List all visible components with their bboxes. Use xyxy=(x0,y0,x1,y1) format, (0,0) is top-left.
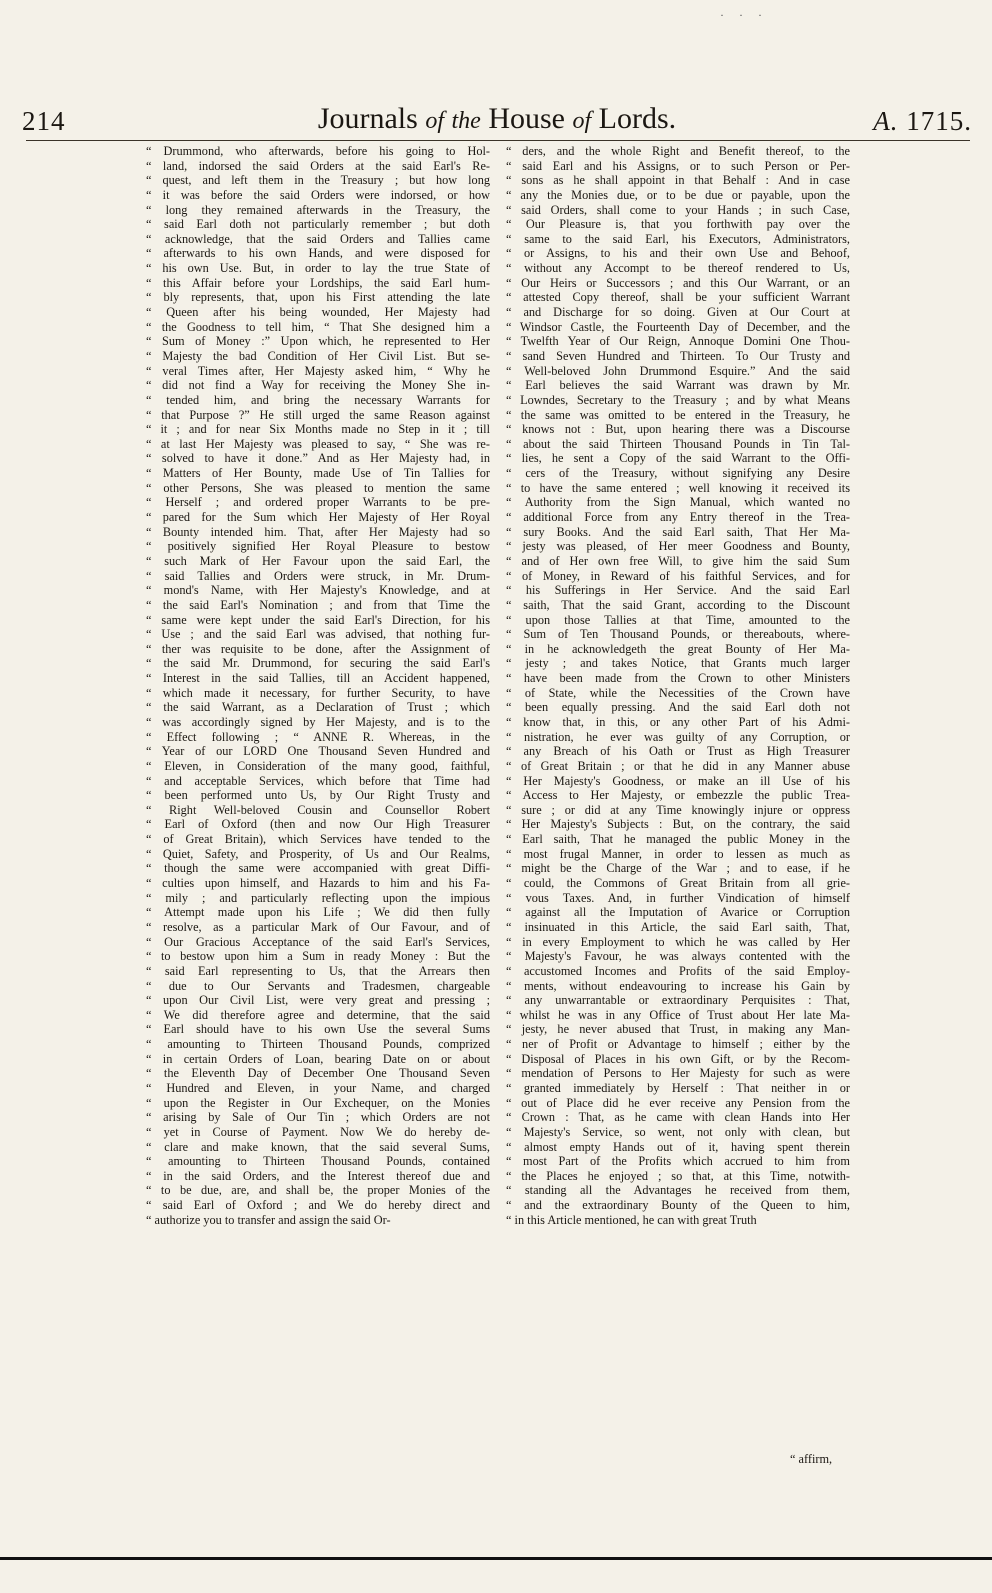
left-column-line: “ mond's Name, with Her Majesty's Knowledge, and at xyxy=(146,583,490,598)
left-column-line: “ said Earl representing to Us, that the Arrears then xyxy=(146,963,490,978)
left-column-line: “ clare and make known, that the said several Sums, xyxy=(146,1139,490,1154)
right-column-line: “ of Money, in Reward of his faithful Services, and for xyxy=(506,568,850,583)
left-column-line: “ such Mark of Her Favour upon the said Earl, the xyxy=(146,553,490,568)
left-column-line: “ yet in Course of Payment. Now We do hereby de- xyxy=(146,1124,490,1139)
right-column-line: “ said Orders, shall come to your Hands ; in such Case, xyxy=(506,202,850,217)
left-column-line: “ We did therefore agree and determine, that the said xyxy=(146,1007,490,1022)
left-column-line: “ the said Warrant, as a Declaration of Trust ; which xyxy=(146,700,490,715)
left-column-line: “ the Eleventh Day of December One Thousand Seven xyxy=(146,1066,490,1081)
margin-specks: · · · xyxy=(720,8,768,22)
left-column-line: “ Herself ; and ordered proper Warrants to be pre- xyxy=(146,495,490,510)
left-column-line: “ solved to have it done.” And as Her Majesty had, in xyxy=(146,451,490,466)
right-column-line: “ his Sufferings in Her Service. And the said Earl xyxy=(506,583,850,598)
right-column-line: “ Windsor Castle, the Fourteenth Day of December, and the xyxy=(506,319,850,334)
left-column-line: “ of Great Britain), which Services have tended to the xyxy=(146,832,490,847)
right-column-line: “ of Great Britain ; or that he did in any Manner abuse xyxy=(506,758,850,773)
right-column-line: “ additional Force from any Entry thereof in the Trea- xyxy=(506,510,850,525)
right-column-line: “ Lowndes, Secretary to the Treasury ; and by what Means xyxy=(506,392,850,407)
title-word-the: the xyxy=(451,108,481,134)
right-column-line: “ Well-beloved John Drummond Esquire.” And the said xyxy=(506,363,850,378)
left-column-line: “ due to Our Servants and Tradesmen, chargeable xyxy=(146,978,490,993)
right-column-line: “ jesty, he never abused that Trust, in making any Man- xyxy=(506,1022,850,1037)
right-text-column xyxy=(506,144,850,1227)
left-column-line: “ Attempt made upon his Life ; We did then fully xyxy=(146,905,490,920)
right-column-line: “ said Earl and his Assigns, or to such Person or Per- xyxy=(506,158,850,173)
left-column-line: “ same were kept under the said Earl's Direction, for his xyxy=(146,612,490,627)
right-column-line: “ Majesty's Service, so went, not only with clean, but xyxy=(506,1124,850,1139)
title-word-house: House xyxy=(488,102,565,135)
left-column-line: “ ther was requisite to be done, after the Assignment of xyxy=(146,641,490,656)
right-column-line: “ sure ; or did at any Time knowingly injure or oppress xyxy=(506,802,850,817)
right-column-line: “ the same was omitted to be entered in the Treasury, he xyxy=(506,407,850,422)
left-column-line: “ Majesty the bad Condition of Her Civil List. But se- xyxy=(146,348,490,363)
left-column-line: “ other Persons, She was pleased to mention the same xyxy=(146,480,490,495)
left-column-line: “ Bounty intended him. That, after Her Majesty had so xyxy=(146,524,490,539)
right-column-line: “ nistration, he ever was guilty of any Corruption, or xyxy=(506,729,850,744)
right-column-line: “ Twelfth Year of Our Reign, Annoque Domini One Thou- xyxy=(506,334,850,349)
right-column-line: “ ders, and the whole Right and Benefit thereof, to the xyxy=(506,144,850,158)
right-column-line: “ knows not : But, upon hearing there was a Discourse xyxy=(506,422,850,437)
right-column-line: “ sons as he shall appoint in that Behalf : And in case xyxy=(506,173,850,188)
left-column-line: “ arising by Sale of Our Tin ; which Orders are not xyxy=(146,1110,490,1125)
right-column-line: “ in every Employment to which he was called by Her xyxy=(506,934,850,949)
right-column-line: “ Sum of Ten Thousand Pounds, or thereabouts, where- xyxy=(506,627,850,642)
right-column-line: “ might be the Charge of the War ; and to ease, if he xyxy=(506,861,850,876)
right-column-line: “ Her Majesty's Goodness, or make an ill Use of his xyxy=(506,773,850,788)
right-column-line: “ without any Accompt to be thereof rendered to Us, xyxy=(506,261,850,276)
title-word-of-2: of xyxy=(572,108,592,134)
left-column-line: “ it ; and for near Six Months made no Step in it ; till xyxy=(146,422,490,437)
right-column-line: “ Our Pleasure is, that you forthwith pay over the xyxy=(506,217,850,232)
right-column-line: “ granted immediately by Herself : That neither in or xyxy=(506,1081,850,1095)
right-column-line: “ ner of Profit or Advantage to himself ; either by the xyxy=(506,1037,850,1052)
left-column-line: “ this Affair before your Lordships, the said Earl hum- xyxy=(146,275,490,290)
left-column-line: “ at last Her Majesty was pleased to say, “ She was re- xyxy=(146,436,490,451)
left-column-line: “ Hundred and Eleven, in your Name, and charged xyxy=(146,1081,490,1095)
left-column-line: “ his own Use. But, in order to lay the true State of xyxy=(146,261,490,276)
right-column-line: “ and of Her own free Will, to give him the said Sum xyxy=(506,553,850,568)
right-column-line: “ any Breach of his Oath or Trust as High Treasurer xyxy=(506,744,850,759)
right-column-line: “ know that, in this, or any other Part of his Admi- xyxy=(506,714,850,729)
right-column-line: “ mendation of Persons to Her Majesty for such as were xyxy=(506,1066,850,1081)
right-column-line: “ Earl saith, That he managed the public Money in the xyxy=(506,832,850,847)
right-column-line: “ Her Majesty's Subjects : But, on the contrary, the said xyxy=(506,817,850,832)
left-column-line: “ Earl of Oxford (then and now Our High Treasurer xyxy=(146,817,490,832)
left-column-line: “ culties upon himself, and Hazards to him and his Fa- xyxy=(146,876,490,891)
right-column-line: “ any the Monies due, or to be due or payable, upon the xyxy=(506,187,850,202)
left-column-line: “ the said Earl's Nomination ; and from that Time the xyxy=(146,597,490,612)
left-column-line: “ authorize you to transfer and assign the said Or- xyxy=(146,1212,391,1227)
right-column-line: “ or Assigns, to his and their own Use and Behoof, xyxy=(506,246,850,261)
right-column-line: “ any unwarrantable or extraordinary Perquisites : That, xyxy=(506,993,850,1008)
right-column-line: “ about the said Thirteen Thousand Pounds in Tin Tal- xyxy=(506,436,850,451)
right-column-line: “ Earl believes the said Warrant was drawn by Mr. xyxy=(506,378,850,393)
year-heading xyxy=(873,106,972,137)
right-column-line: “ Majesty's Favour, he was always contented with the xyxy=(506,949,850,964)
right-column-line: “ most frugal Manner, in order to lessen as much as xyxy=(506,846,850,861)
left-column-line: “ said Tallies and Orders were struck, in Mr. Drum- xyxy=(146,568,490,583)
header-rule xyxy=(26,140,970,141)
right-column-line: “ sury Books. And the said Earl saith, That Her Ma- xyxy=(506,524,850,539)
left-column-line: “ it was before the said Orders were indorsed, or how xyxy=(146,187,490,202)
right-column-line: “ out of Place did he ever receive any Pension from the xyxy=(506,1095,850,1110)
left-column-line: “ though the same were accompanied with great Diffi- xyxy=(146,861,490,876)
right-column-line: “ Our Heirs or Successors ; and this Our Warrant, or an xyxy=(506,275,850,290)
right-column-line: “ jesty ; and takes Notice, that Grants much larger xyxy=(506,656,850,671)
left-column-line: “ Drummond, who afterwards, before his going to Hol- xyxy=(146,144,490,158)
running-title xyxy=(22,102,972,136)
left-column-line: “ upon Our Civil List, were very great and pressing ; xyxy=(146,993,490,1008)
right-column-line: “ insinuated in this Article, the said Earl saith, That, xyxy=(506,919,850,934)
left-column-line: “ in the said Orders, and the Interest thereof due and xyxy=(146,1168,490,1183)
left-column-line: “ which made it necessary, for further Security, to have xyxy=(146,685,490,700)
right-column-line: “ standing all the Advantages he received from them, xyxy=(506,1183,850,1198)
right-column-line: “ attested Copy thereof, shall be your sufficient Warrant xyxy=(506,290,850,305)
left-column-line: “ bly represents, that, upon his First attending the late xyxy=(146,290,490,305)
left-column-line: “ Right Well-beloved Cousin and Counsellor Robert xyxy=(146,802,490,817)
right-column-line: “ been equally pressing. And the said Earl doth not xyxy=(506,700,850,715)
left-column-line: “ was accordingly signed by Her Majesty, and is to the xyxy=(146,714,490,729)
right-column-line: “ against all the Imputation of Avarice or Corruption xyxy=(506,905,850,920)
left-column-line: “ to be due, are, and shall be, the proper Monies of the xyxy=(146,1183,490,1198)
right-column-line: “ could, the Commons of Great Britain from all grie- xyxy=(506,876,850,891)
right-column-line: “ whilst he was in any Office of Trust about Her late Ma- xyxy=(506,1007,850,1022)
year-prefix: A. xyxy=(873,106,899,136)
right-column-line: “ and the extraordinary Bounty of the Queen to him, xyxy=(506,1198,850,1213)
left-column-line: “ Interest in the said Tallies, till an Accident happened, xyxy=(146,671,490,686)
left-column-line: “ and acceptable Services, which before that Time had xyxy=(146,773,490,788)
left-column-line: “ veral Times after, Her Majesty asked him, “ Why he xyxy=(146,363,490,378)
left-column-line: “ Effect following ; “ ANNE R. Whereas, in the xyxy=(146,729,490,744)
right-column-line: “ accustomed Incomes and Profits of the said Employ- xyxy=(506,963,850,978)
left-column-line: “ afterwards to his own Hands, and were disposed for xyxy=(146,246,490,261)
title-word-journals: Journals xyxy=(317,102,418,135)
left-column-line: “ Our Gracious Acceptance of the said Earl's Services, xyxy=(146,934,490,949)
right-column-line: “ have been made from the Crown to other Ministers xyxy=(506,671,850,686)
left-column-line: “ did not find a Way for receiving the Money She in- xyxy=(146,378,490,393)
left-column-line: “ the Goodness to tell him, “ That She designed him a xyxy=(146,319,490,334)
left-column-line: “ amounting to Thirteen Thousand Pounds, contained xyxy=(146,1154,490,1169)
right-column-line: “ and Discharge for so doing. Given at Our Court at xyxy=(506,305,850,320)
right-column-line: “ same to the said Earl, his Executors, Administrators, xyxy=(506,231,850,246)
title-word-lords: Lords. xyxy=(598,102,677,135)
page-number: 214 xyxy=(22,106,66,136)
right-column-line: “ Authority from the Sign Manual, which wanted no xyxy=(506,495,850,510)
left-column-line: “ Year of our LORD One Thousand Seven Hundred and xyxy=(146,744,490,759)
left-column-line: “ Sum of Money :” Upon which, he represented to Her xyxy=(146,334,490,349)
right-column-line: “ jesty was pleased, of Her meer Goodness and Bounty, xyxy=(506,539,850,554)
left-column-line: “ Queen after his being wounded, Her Majesty had xyxy=(146,305,490,320)
left-column-line: “ the said Mr. Drummond, for securing the said Earl's xyxy=(146,656,490,671)
right-column-line: “ Access to Her Majesty, or embezzle the public Trea- xyxy=(506,788,850,803)
title-word-of: of xyxy=(425,108,444,134)
right-column-line: “ lies, he sent a Copy of the said Warrant to the Offi- xyxy=(506,451,850,466)
right-column-line: “ Crown : That, as he came with clean Hands into Her xyxy=(506,1110,850,1125)
left-column-line: “ Eleven, in Consideration of the many good, faithful, xyxy=(146,758,490,773)
right-column-line: “ to have the same entered ; well knowing it received its xyxy=(506,480,850,495)
right-column-line: “ saith, That the said Grant, according to the Discount xyxy=(506,597,850,612)
right-column-line: “ cers of the Treasury, without signifying any Desire xyxy=(506,466,850,481)
right-column-line: “ in he acknowledgeth the great Bounty of Her Ma- xyxy=(506,641,850,656)
left-column-line: “ said Earl doth not particularly remember ; but doth xyxy=(146,217,490,232)
catchword: “ affirm, xyxy=(790,1452,833,1466)
right-column-line: “ sand Seven Hundred and Thirteen. To Our Trusty and xyxy=(506,348,850,363)
left-column-line: “ Quiet, Safety, and Prosperity, of Us and Our Realms, xyxy=(146,846,490,861)
left-column-line: “ land, indorsed the said Orders at the said Earl's Re- xyxy=(146,158,490,173)
right-column-line: “ vous Taxes. And, in further Vindication of himself xyxy=(506,890,850,905)
left-column-line: “ Use ; and the said Earl was advised, that nothing fur- xyxy=(146,627,490,642)
left-column-line: “ amounting to Thirteen Thousand Pounds, comprized xyxy=(146,1037,490,1052)
left-column-line: “ upon the Register in Our Exchequer, on the Monies xyxy=(146,1095,490,1110)
left-column-line: “ Earl should have to his own Use the several Sums xyxy=(146,1022,490,1037)
right-column-line: “ in this Article mentioned, he can with great Truth xyxy=(506,1212,757,1227)
left-column-line: “ mily ; and particularly reflecting upon the impious xyxy=(146,890,490,905)
left-column-line: “ said Earl of Oxford ; and We do hereby direct and xyxy=(146,1198,490,1213)
right-column-line: “ ments, without endeavouring to increase his Gain by xyxy=(506,978,850,993)
left-column-line: “ Matters of Her Bounty, made Use of Tin Tallies for xyxy=(146,466,490,481)
left-column-line: “ in certain Orders of Loan, bearing Date on or about xyxy=(146,1051,490,1066)
left-column-line: “ quest, and left them in the Treasury ; but how long xyxy=(146,173,490,188)
right-column-line: “ the Places he enjoyed ; so that, at this Time, notwith- xyxy=(506,1168,850,1183)
left-column-line: “ acknowledge, that the said Orders and Tallies came xyxy=(146,231,490,246)
right-column-line: “ most Part of the Profits which accrued to him from xyxy=(506,1154,850,1169)
left-column-line: “ pared for the Sum which Her Majesty of Her Royal xyxy=(146,510,490,525)
page-bottom-edge xyxy=(0,1557,992,1560)
left-column-line: “ long they remained afterwards in the Treasury, the xyxy=(146,202,490,217)
left-column-line: “ positively signified Her Royal Pleasure to bestow xyxy=(146,539,490,554)
right-column-line: “ Disposal of Places in his own Gift, or by the Recom- xyxy=(506,1051,850,1066)
right-column-line: “ upon those Tallies at that Time, amounted to the xyxy=(506,612,850,627)
left-column-line: “ tended him, and bring the necessary Warrants for xyxy=(146,392,490,407)
right-column-line: “ almost empty Hands out of it, having spent therein xyxy=(506,1139,850,1154)
left-column-line: “ that Purpose ?” He still urged the same Reason against xyxy=(146,407,490,422)
left-column-line: “ to bestow upon him a Sum in ready Money : But the xyxy=(146,949,490,964)
right-column-line: “ of State, while the Necessities of the Crown have xyxy=(506,685,850,700)
year-value: 1715. xyxy=(906,106,972,136)
left-text-column xyxy=(146,144,490,1227)
left-column-line: “ resolve, as a particular Mark of Our Favour, and of xyxy=(146,919,490,934)
left-column-line: “ been performed unto Us, by Our Right Trusty and xyxy=(146,788,490,803)
